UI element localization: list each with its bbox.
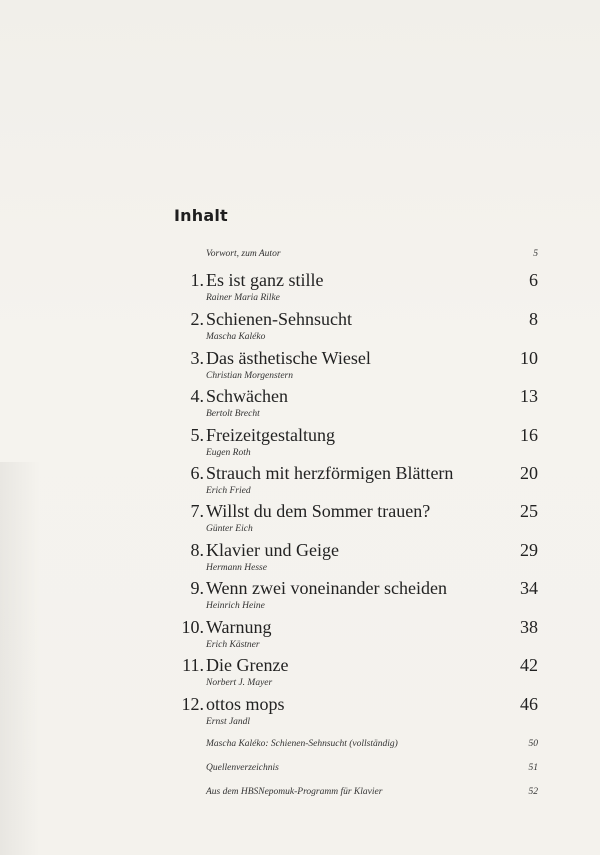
- entry-page: 16: [520, 425, 538, 445]
- entry-title: Warnung: [206, 617, 272, 637]
- toc-entry: [0, 617, 600, 655]
- entry-author: Eugen Roth: [206, 448, 251, 458]
- entry-page: 13: [520, 386, 538, 406]
- entry-title: Wenn zwei voneinander scheiden: [206, 578, 447, 598]
- entry-author: Erich Kästner: [206, 640, 260, 650]
- entry-author: Erich Fried: [206, 486, 251, 496]
- toc-entry: [0, 463, 600, 501]
- toc-entry: [0, 348, 600, 386]
- entry-author: Heinrich Heine: [206, 601, 265, 611]
- entry-title: Schienen-Sehnsucht: [206, 309, 352, 329]
- toc-entry: [0, 270, 600, 308]
- entry-title: Schwächen: [206, 386, 288, 406]
- entry-page: 42: [520, 655, 538, 675]
- appendix-page: 51: [528, 763, 538, 773]
- toc-heading: Inhalt: [174, 206, 228, 225]
- entry-author: Rainer Maria Rilke: [206, 293, 280, 303]
- toc-entry: [0, 501, 600, 539]
- preface-page: 5: [533, 249, 538, 259]
- entry-author: Norbert J. Mayer: [206, 678, 273, 688]
- entry-number: 4.: [190, 386, 204, 406]
- toc-entry: [0, 309, 600, 347]
- entry-author: Bertolt Brecht: [206, 409, 260, 419]
- entry-page: 38: [520, 617, 538, 637]
- entry-number: 8.: [190, 540, 204, 560]
- entry-number: 3.: [190, 348, 204, 368]
- entry-author: Christian Morgenstern: [206, 371, 293, 381]
- appendix-page: 50: [528, 739, 538, 749]
- entry-title: Das ästhetische Wiesel: [206, 348, 371, 368]
- entry-author: Mascha Kaléko: [206, 332, 266, 342]
- entry-title: Es ist ganz stille: [206, 270, 324, 290]
- entry-page: 25: [520, 501, 538, 521]
- entry-number: 5.: [190, 425, 204, 445]
- toc-entry: [0, 540, 600, 578]
- appendix-label: Aus dem HBSNepomuk-Programm für Klavier: [206, 787, 383, 797]
- entry-number: 10.: [181, 617, 204, 637]
- entry-number: 2.: [190, 309, 204, 329]
- entry-title: ottos mops: [206, 694, 285, 714]
- entry-page: 10: [520, 348, 538, 368]
- entry-title: Klavier und Geige: [206, 540, 339, 560]
- toc-entry: [0, 386, 600, 424]
- entry-author: Günter Eich: [206, 524, 253, 534]
- entry-page: 29: [520, 540, 538, 560]
- toc-entry: [0, 694, 600, 732]
- entry-number: 6.: [190, 463, 204, 483]
- entry-number: 12.: [181, 694, 204, 714]
- entry-title: Freizeitgestaltung: [206, 425, 335, 445]
- entry-number: 7.: [190, 501, 204, 521]
- appendix-label: Quellenverzeichnis: [206, 763, 279, 773]
- appendix-page: 52: [528, 787, 538, 797]
- entry-page: 8: [529, 309, 538, 329]
- entry-number: 9.: [190, 578, 204, 598]
- entry-page: 46: [520, 694, 538, 714]
- appendix-label: Mascha Kaléko: Schienen-Sehnsucht (vollständig): [206, 739, 398, 749]
- toc-entry: [0, 425, 600, 463]
- entry-title: Strauch mit herzförmigen Blättern: [206, 463, 454, 483]
- entry-author: Ernst Jandl: [206, 717, 251, 727]
- toc-entry: [0, 578, 600, 616]
- toc-entry: [0, 655, 600, 693]
- preface-label: Vorwort, zum Autor: [206, 249, 281, 259]
- entry-author: Hermann Hesse: [206, 563, 267, 573]
- entry-page: 20: [520, 463, 538, 483]
- entry-title: Willst du dem Sommer trauen?: [206, 501, 431, 521]
- entry-number: 1.: [190, 270, 204, 290]
- entry-title: Die Grenze: [206, 655, 289, 675]
- entry-page: 6: [529, 270, 538, 290]
- entry-page: 34: [520, 578, 538, 598]
- entry-number: 11.: [182, 655, 204, 675]
